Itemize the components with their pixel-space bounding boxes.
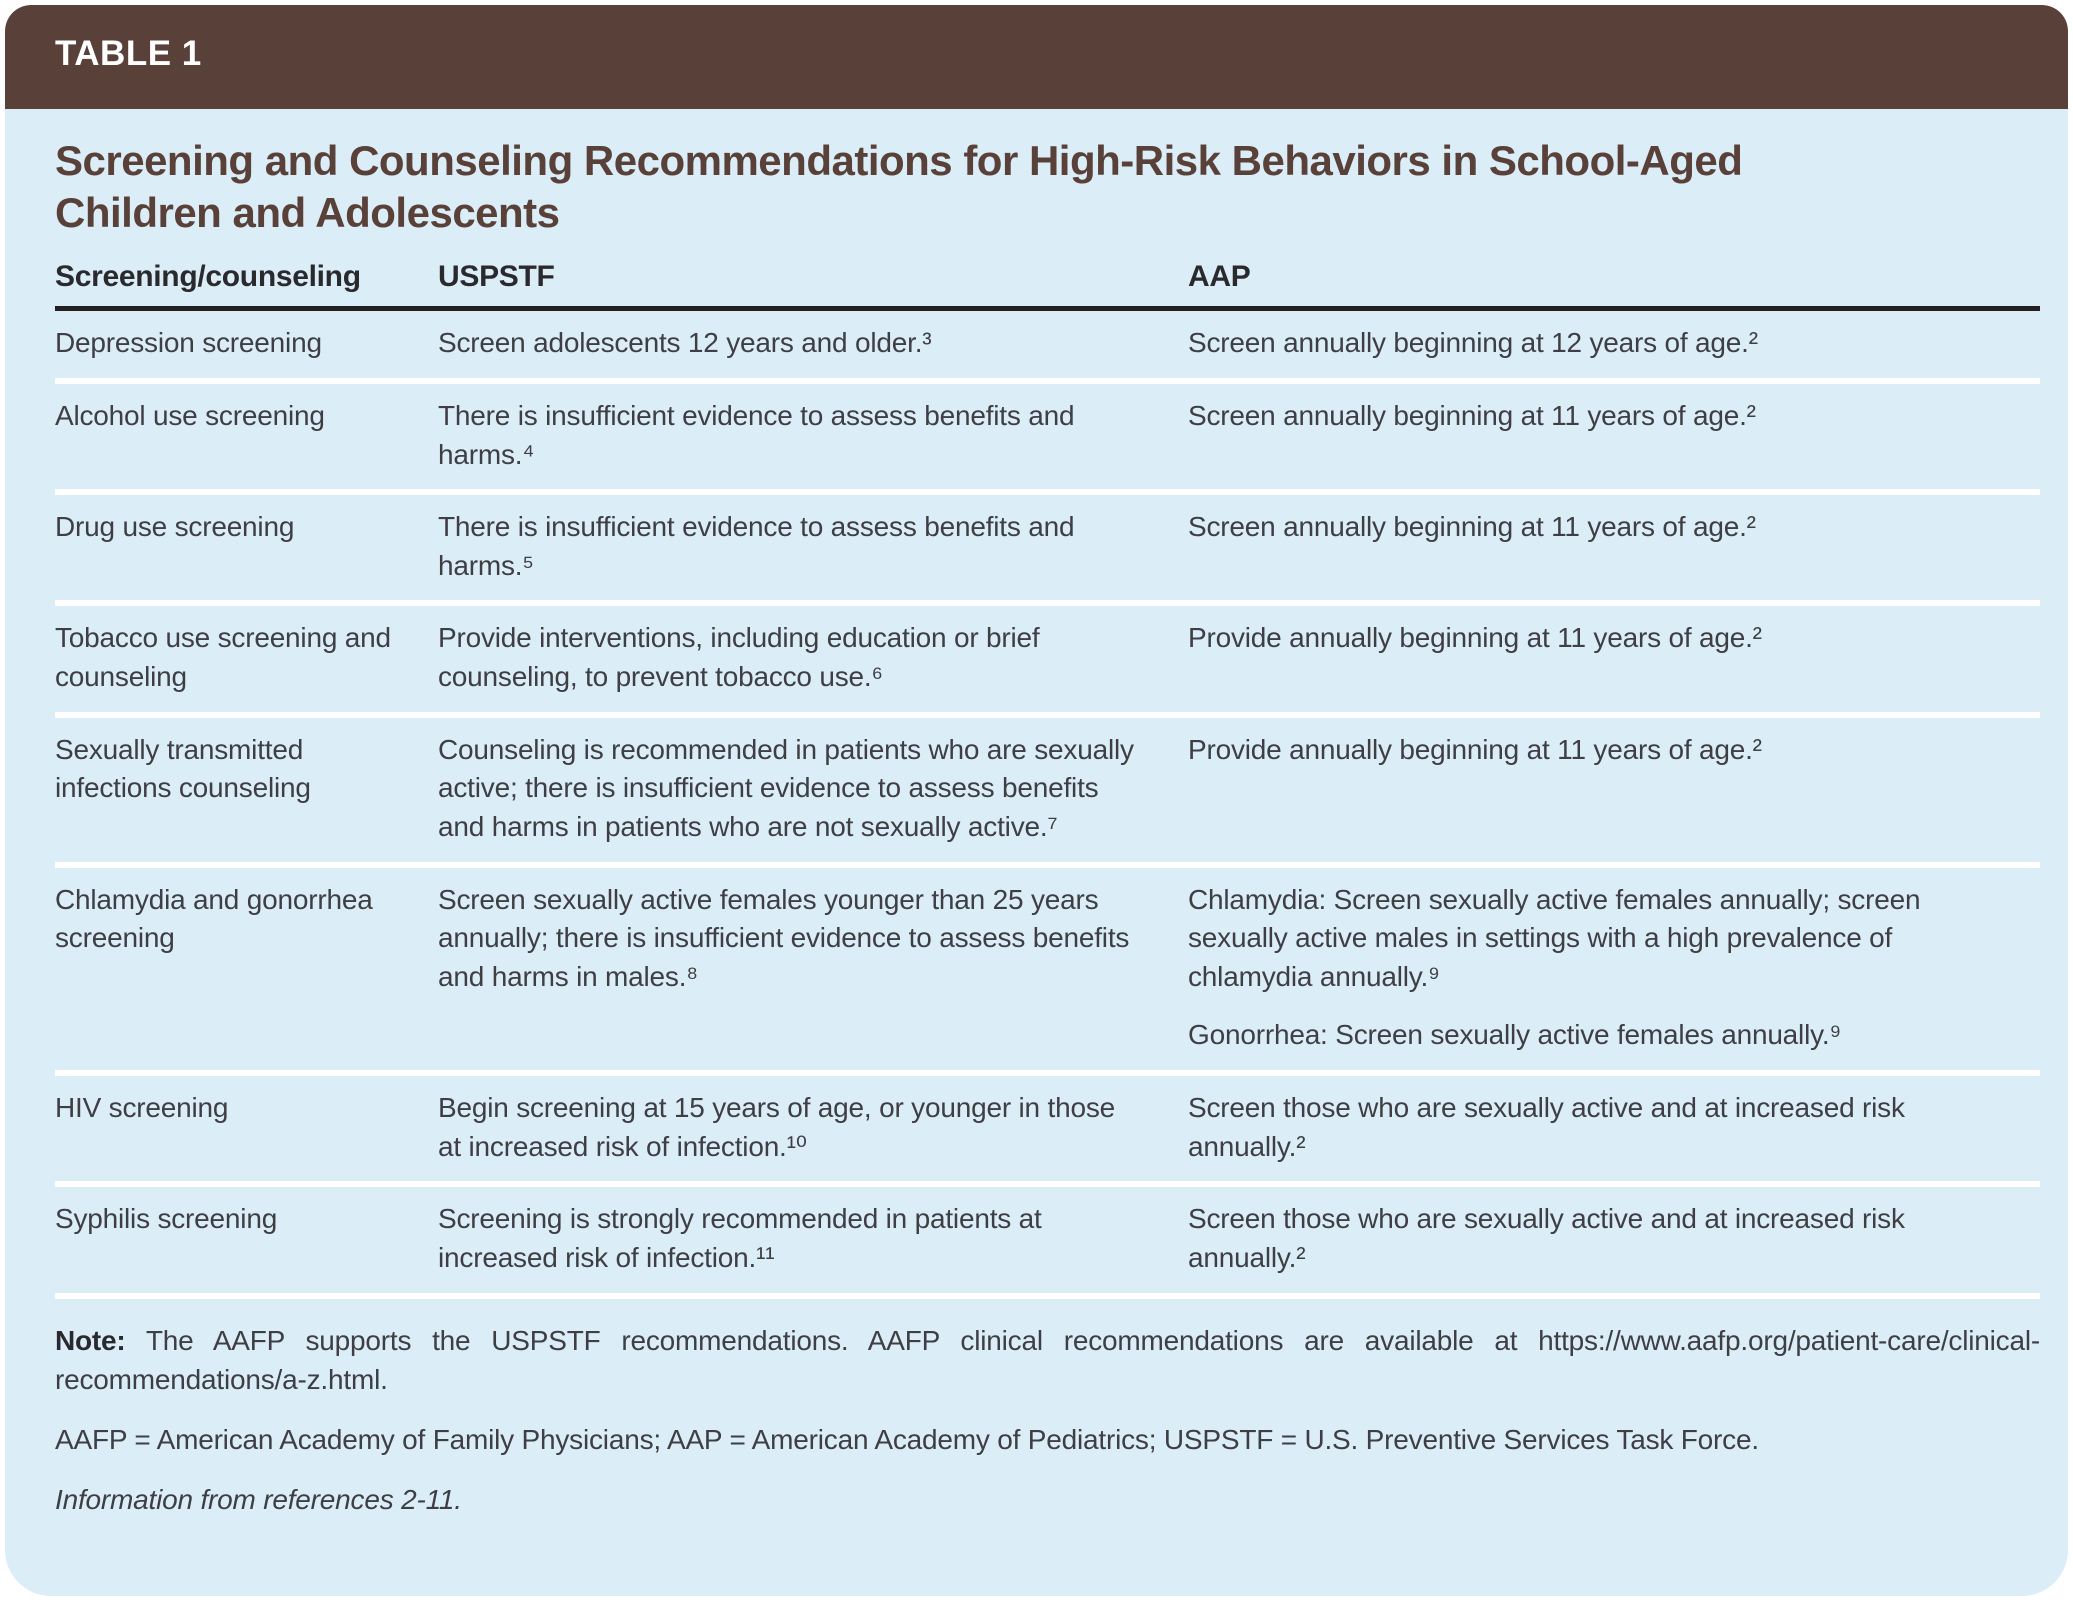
- cell-paragraph: Tobacco use screening and counseling: [55, 622, 391, 693]
- cell-uspstf: [438, 508, 1188, 585]
- cell-uspstf: [438, 1089, 1188, 1166]
- cell-paragraph: Screen sexually active females younger than 25 years annually; there is insufficient evidence to assess benefits and harms in males.⁸: [438, 883, 1130, 992]
- cell-aap: [1188, 508, 2040, 585]
- table-title: Screening and Counseling Recommendations for High-Risk Behaviors in School-Aged Children and Adolescents: [55, 137, 1743, 236]
- column-header-screening: Screening/counseling: [55, 260, 361, 294]
- table-number: TABLE 1: [55, 34, 202, 73]
- note-text: The AAFP supports the USPSTF recommendations. AAFP clinical recommendations are available at https://www.aafp.org/patient-care/clinical-recommendations/a-z.html.: [55, 1324, 2040, 1396]
- cell-aap: [1188, 731, 2040, 847]
- table-row: [55, 1187, 2040, 1298]
- cell-paragraph: Drug use screening: [55, 511, 295, 543]
- note-label: Note:: [55, 1324, 126, 1356]
- table-card: [5, 5, 2068, 1596]
- cell-paragraph: Screen those who are sexually active and at increased risk annually.²: [1188, 1092, 1905, 1162]
- cell-aap: [1188, 1200, 2040, 1277]
- cell-uspstf: [438, 1200, 1188, 1277]
- cell-aap: [1188, 881, 2040, 1056]
- table-body-area: [5, 135, 2068, 1520]
- cell-uspstf: [438, 619, 1188, 696]
- cell-paragraph: HIV screening: [55, 1092, 229, 1124]
- cell-paragraph: Screen those who are sexually active and at increased risk annually.²: [1188, 1203, 1905, 1273]
- cell-paragraph: Begin screening at 15 years of age, or younger in those at increased risk of infection.¹⁰: [438, 1092, 1115, 1162]
- cell-aap: [1188, 397, 2040, 474]
- cell-paragraph: Screen annually beginning at 11 years of age.²: [1188, 511, 1756, 543]
- cell-paragraph: Alcohol use screening: [55, 399, 325, 431]
- cell-paragraph: Provide interventions, including education or brief counseling, to prevent tobacco use.⁶: [438, 622, 1040, 693]
- cell-screening-counseling: [55, 508, 438, 585]
- cell-screening-counseling: [55, 397, 438, 474]
- cell-screening-counseling: [55, 731, 438, 847]
- table-row: [55, 495, 2040, 606]
- source-line: Information from references 2-11.: [55, 1483, 462, 1515]
- table-row: [55, 311, 2040, 384]
- cell-paragraph: Counseling is recommended in patients who are sexually active; there is insufficient evidence to assess benefits and harms in patients who are not sexually active.⁷: [438, 733, 1134, 842]
- cell-paragraph: There is insufficient evidence to assess benefits and harms.⁴: [438, 399, 1075, 470]
- cell-paragraph: Sexually transmitted infections counseling: [55, 733, 311, 804]
- cell-paragraph: There is insufficient evidence to assess benefits and harms.⁵: [438, 511, 1075, 581]
- table-header-row: [55, 260, 2040, 311]
- table-header-bar: [5, 5, 2068, 109]
- cell-aap: [1188, 1089, 2040, 1166]
- cell-paragraph: Screen adolescents 12 years and older.³: [438, 327, 932, 359]
- cell-screening-counseling: [55, 1200, 438, 1277]
- table-row: [55, 718, 2040, 868]
- abbreviations-line: AAFP = American Academy of Family Physicians; AAP = American Academy of Pediatrics; USPSTF = U.S. Preventive Services Task Force.: [55, 1424, 1759, 1456]
- cell-uspstf: [438, 397, 1188, 474]
- cell-aap: [1188, 324, 2040, 363]
- cell-paragraph: Provide annually beginning at 11 years of age.²: [1188, 733, 1762, 765]
- note-paragraph: [55, 1321, 2040, 1401]
- table-row: [55, 1076, 2040, 1187]
- cell-screening-counseling: [55, 619, 438, 696]
- cell-paragraph: Screen annually beginning at 11 years of age.²: [1188, 399, 1756, 431]
- table-body: [55, 311, 2040, 1298]
- cell-screening-counseling: [55, 1089, 438, 1166]
- cell-paragraph: Screening is strongly recommended in patients at increased risk of infection.¹¹: [438, 1203, 1042, 1273]
- table-row: [55, 384, 2040, 495]
- cell-screening-counseling: [55, 881, 438, 1056]
- cell-uspstf: [438, 324, 1188, 363]
- cell-uspstf: [438, 881, 1188, 1056]
- cell-uspstf: [438, 731, 1188, 847]
- cell-aap: [1188, 619, 2040, 696]
- cell-paragraph: Chlamydia: Screen sexually active females annually; screen sexually active males in settings with a high prevalence of chlamydia annually.⁹: [1188, 883, 1921, 992]
- cell-paragraph: Screen annually beginning at 12 years of age.²: [1188, 327, 1758, 359]
- column-header-aap: AAP: [1188, 260, 1251, 294]
- cell-screening-counseling: [55, 324, 438, 363]
- table-row: [55, 868, 2040, 1077]
- cell-paragraph: Chlamydia and gonorrhea screening: [55, 883, 373, 954]
- column-header-uspstf: USPSTF: [438, 260, 555, 294]
- table-row: [55, 606, 2040, 717]
- table-footer: [55, 1321, 2040, 1520]
- cell-paragraph: Provide annually beginning at 11 years of age.²: [1188, 622, 1762, 654]
- cell-paragraph: Depression screening: [55, 327, 322, 359]
- cell-paragraph: Gonorrhea: Screen sexually active females annually.⁹: [1188, 1019, 1842, 1051]
- cell-paragraph: Syphilis screening: [55, 1203, 278, 1235]
